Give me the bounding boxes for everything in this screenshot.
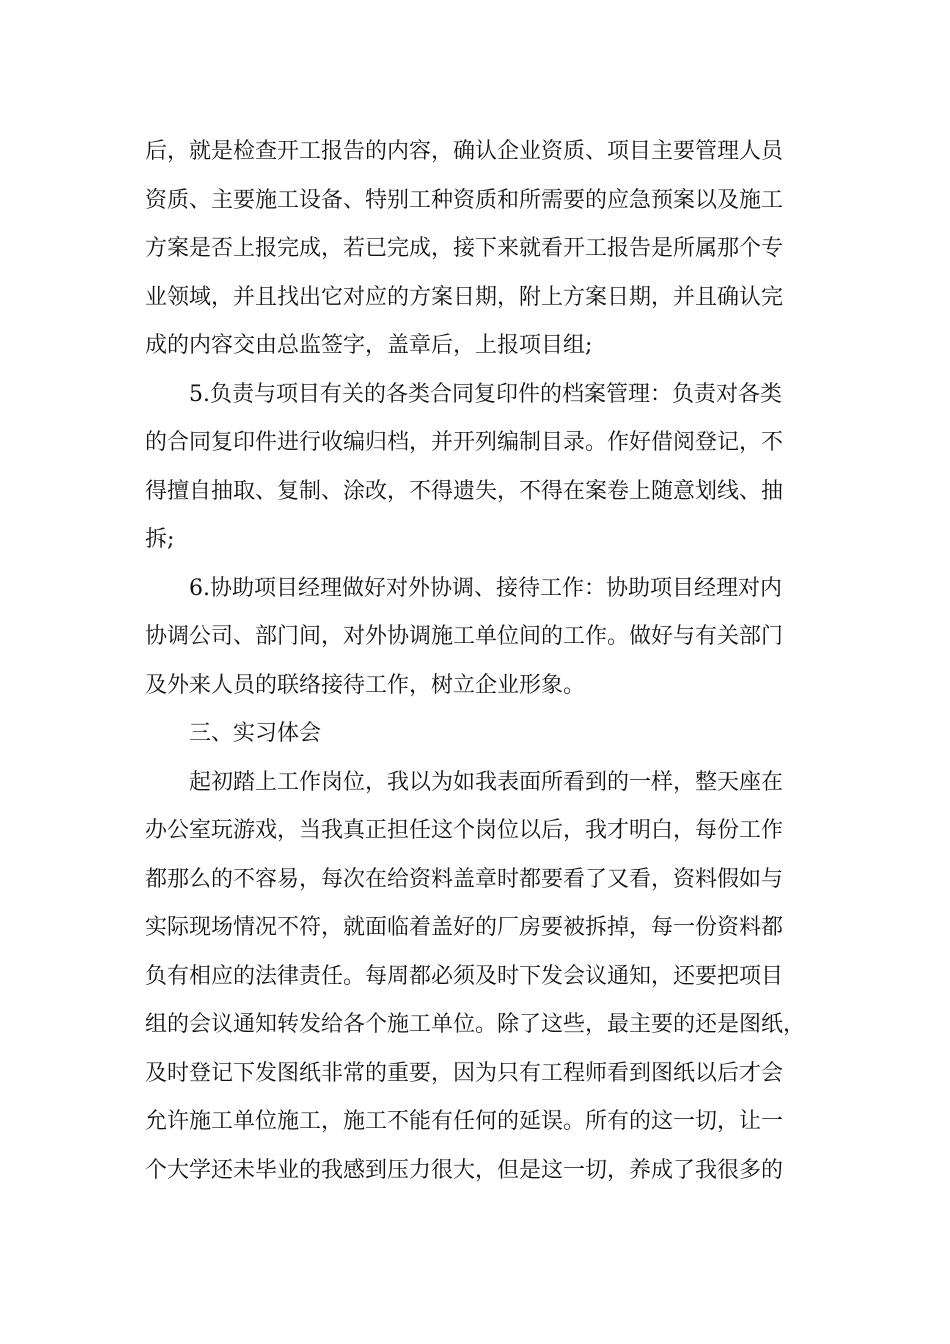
body-text bbox=[145, 128, 810, 1195]
text-line: 资质、主要施工设备、特别工种资质和所需要的应急预案以及施工 bbox=[145, 187, 784, 213]
text-line: 实际现场情况不符，就面临着盖好的厂房要被拆掉，每一份资料都 bbox=[145, 915, 784, 940]
text-line: 的合同复印件进行收编归档，并开列编制目录。作好借阅登记，不 bbox=[145, 430, 784, 455]
text-line: 方案是否上报完成，若已完成，接下来就看开工报告是所属那个专 bbox=[145, 236, 784, 261]
text-line: 允许施工单位施工，施工不能有任何的延误。所有的这一切，让一 bbox=[145, 1109, 784, 1134]
text-line: 成的内容交由总监签字，盖章后，上报项目组; bbox=[145, 333, 593, 358]
text-line: 业领域，并且找出它对应的方案日期，附上方案日期，并且确认完 bbox=[145, 284, 784, 310]
text-line: 组的会议通知转发给各个施工单位。除了这些，最主要的还是图纸， bbox=[145, 1012, 806, 1037]
text-line: 个大学还未毕业的我感到压力很大，但是这一切，养成了我很多的 bbox=[145, 1157, 784, 1183]
text-line: 拆; bbox=[145, 527, 175, 552]
text-line: 三、实习体会 bbox=[189, 721, 322, 746]
text-line: 协调公司、部门间，对外协调施工单位间的工作。做好与有关部门 bbox=[145, 624, 784, 649]
text-line: 后，就是检查开工报告的内容，确认企业资质、项目主要管理人员 bbox=[145, 139, 784, 164]
text-line: 6.协助项目经理做好对外协调、接待工作：协助项目经理对内 bbox=[189, 575, 782, 601]
text-line: 办公室玩游戏，当我真正担任这个岗位以后，我才明白，每份工作 bbox=[145, 818, 784, 843]
text-line: 5.负责与项目有关的各类合同复印件的档案管理：负责对各类 bbox=[189, 381, 782, 407]
text-line: 及外来人员的联络接待工作，树立企业形象。 bbox=[145, 672, 586, 698]
text-line: 得擅自抽取、复制、涂改，不得遗失，不得在案卷上随意划线、抽 bbox=[145, 478, 784, 504]
text-line: 负有相应的法律责任。每周都必须及时下发会议通知，还要把项目 bbox=[145, 963, 784, 989]
text-line: 都那么的不容易，每次在给资料盖章时都要看了又看，资料假如与 bbox=[145, 866, 784, 892]
text-line: 起初踏上工作岗位，我以为如我表面所看到的一样，整天座在 bbox=[189, 769, 784, 795]
text-line: 及时登记下发图纸非常的重要，因为只有工程师看到图纸以后才会 bbox=[145, 1060, 784, 1086]
